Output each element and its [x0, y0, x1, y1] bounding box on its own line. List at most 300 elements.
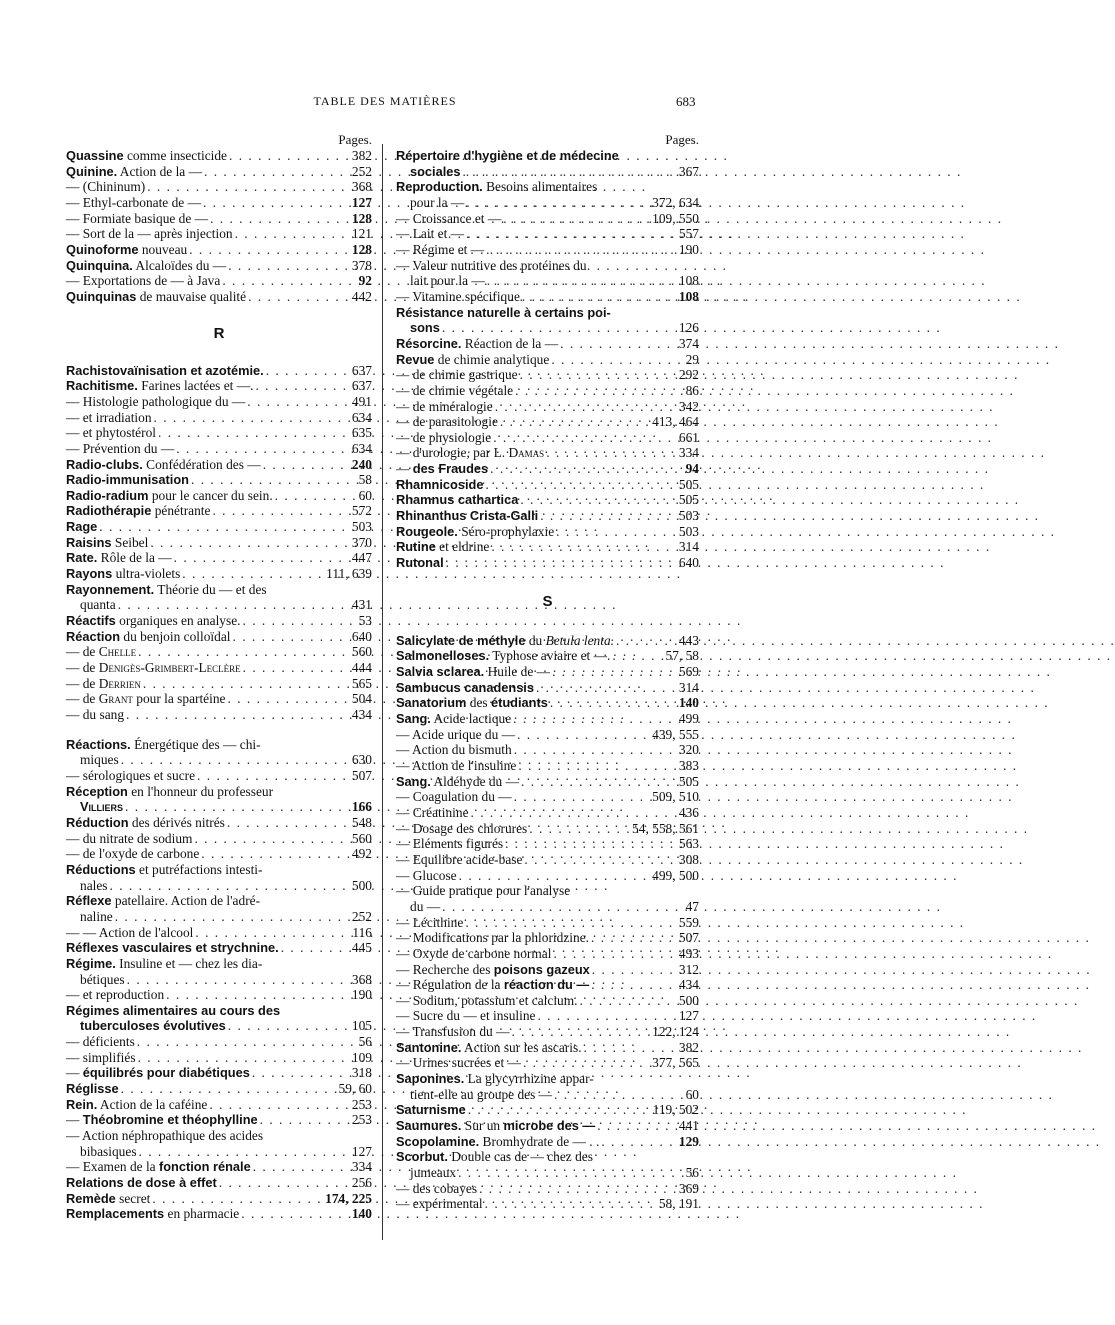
leader-dots	[243, 613, 357, 629]
leader-dots	[158, 425, 350, 441]
leader-dots	[219, 1175, 350, 1191]
leader-dots	[487, 273, 677, 289]
index-entry	[66, 1034, 372, 1050]
entry-subtext: — Action de l'insuline	[396, 757, 517, 773]
leader-dots	[612, 648, 663, 664]
entry-text	[396, 962, 590, 978]
page-ref: 637	[351, 378, 372, 394]
page-ref: 109	[351, 1049, 372, 1065]
entry-headword: Quassine	[66, 148, 124, 163]
entry-line	[66, 425, 372, 441]
page-ref: 634	[351, 409, 372, 425]
index-entry	[396, 430, 699, 446]
entry-text	[396, 1008, 535, 1024]
entry-line	[66, 846, 372, 862]
entry-continuation	[396, 320, 699, 336]
entry-headword: Santonine.	[396, 1039, 462, 1055]
entry-text	[80, 799, 123, 815]
page-ref: 308	[678, 851, 699, 867]
entry-subtext: — Oxyde de carbone normal	[396, 945, 552, 961]
entry-text	[66, 629, 231, 645]
entry-subtext: — Sucre du — et insuline	[396, 1008, 536, 1024]
entry-subtext: Confédération des —	[142, 456, 261, 472]
leader-dots	[152, 1191, 323, 1207]
entry-headword: Rougeole.	[396, 523, 458, 539]
entry-line	[66, 211, 372, 227]
page-ref: 108	[678, 273, 699, 289]
continuation-text: naline	[80, 908, 113, 924]
entry-line	[396, 352, 699, 368]
index-entry	[396, 977, 699, 993]
leader-dots	[166, 987, 350, 1003]
entry-text	[66, 378, 253, 394]
entry-headword: Saumures.	[396, 1118, 462, 1134]
index-entry	[396, 727, 699, 743]
leader-dots	[154, 410, 350, 426]
entry-line	[396, 742, 699, 758]
page-ref: 109, 550	[652, 210, 699, 226]
page-ref: 56	[685, 1165, 699, 1181]
leader-dots	[228, 691, 350, 707]
entry-emphasis: fonction rénale	[158, 1159, 251, 1175]
entry-subtext: Bromhydrate de — . .	[479, 1133, 600, 1149]
entry-text	[396, 414, 498, 430]
entry-text	[66, 1081, 119, 1097]
entry-line	[396, 1118, 699, 1134]
entry-line	[66, 363, 372, 379]
page-ref: 637	[351, 362, 372, 378]
entry-headword: Réglisse	[66, 1081, 119, 1097]
index-entry	[396, 258, 699, 289]
index-entry	[396, 226, 699, 242]
index-entry	[66, 535, 372, 551]
entry-subtext: — de	[66, 691, 99, 707]
entry-headword: Rachistovaïnisation et azotémie.	[66, 362, 264, 378]
page-ref: 119, 502	[652, 1102, 699, 1118]
index-entry	[66, 846, 372, 862]
continuation-text: bétiques	[80, 971, 125, 987]
entry-line	[396, 1055, 699, 1071]
leader-dots	[513, 711, 677, 727]
entry-subtext: — Prévention du —	[66, 440, 175, 456]
entry-emphasis: équilibrés pour diabétiques	[82, 1065, 250, 1081]
page-ref: 252	[351, 163, 372, 179]
pages-header: Pages.	[665, 132, 699, 147]
r-entries	[66, 363, 372, 723]
page-ref: 105	[351, 1018, 372, 1034]
entry-subtext: en pharmacie	[164, 1206, 240, 1222]
page-ref: 369	[678, 1180, 699, 1196]
index-entry	[396, 211, 699, 227]
leader-dots	[99, 519, 350, 535]
entry-headword: Rutine	[396, 539, 436, 555]
entry-line	[396, 477, 699, 493]
entry-text	[396, 555, 444, 571]
entry-text	[396, 930, 589, 946]
entry-continuation	[396, 164, 699, 180]
entry-continuation	[66, 799, 372, 815]
entry-subtext: — du sang	[66, 707, 125, 722]
entry-line	[396, 852, 699, 868]
entry-text	[66, 1050, 136, 1066]
author-name: Damas	[508, 445, 545, 461]
page-ref: 367	[678, 163, 699, 179]
leader-dots	[228, 1018, 350, 1034]
entry-subtext: Action de la —	[117, 163, 202, 179]
page-ref: 58	[358, 472, 372, 488]
entry-text	[410, 164, 461, 180]
entry-subtext: des	[466, 695, 491, 711]
page-ref: 108	[678, 288, 699, 304]
entry-line	[396, 226, 699, 242]
entry-line	[66, 1003, 372, 1019]
entry-line	[66, 394, 372, 410]
entry-text	[66, 535, 148, 551]
leader-dots	[523, 1055, 650, 1071]
r-entries-right	[396, 148, 699, 571]
leader-dots	[546, 445, 677, 461]
page-ref: 128	[351, 241, 372, 257]
page-ref: 56	[358, 1034, 372, 1050]
entry-line	[66, 289, 372, 305]
entry-text	[396, 477, 483, 493]
page-ref: 368	[351, 179, 372, 195]
entry-subtext: en l'honneur du professeur	[127, 783, 274, 799]
leader-dots	[176, 441, 350, 457]
index-entry	[66, 737, 372, 768]
entry-subtext: — et phytostérol	[66, 425, 157, 441]
entry-headword: Résistance naturelle à certains poi-	[396, 304, 611, 320]
index-entry	[66, 1112, 372, 1128]
entry-subtext: — Formiate basique de —	[66, 210, 209, 226]
entry-subtext: des dérivés nitrés	[128, 814, 225, 830]
entry-continuation	[66, 597, 372, 613]
index-entry	[396, 461, 699, 477]
page-ref: 493	[678, 945, 699, 961]
entry-line	[66, 925, 372, 941]
author-name: Chelle	[98, 644, 137, 660]
index-entry	[66, 815, 372, 831]
index-entry	[66, 784, 372, 815]
entry-text	[410, 273, 485, 289]
section-letter-r: R	[213, 324, 225, 342]
index-entry	[66, 1175, 372, 1191]
entry-subtext-2: pour la spartéine	[132, 691, 226, 707]
entry-emphasis: microbe des —	[503, 1118, 596, 1134]
entry-subtext: et putréfactions intesti-	[135, 861, 263, 877]
entry-text	[66, 503, 210, 519]
entry-text	[396, 352, 549, 368]
entry-line	[66, 676, 372, 692]
index-entry	[396, 1196, 699, 1212]
entry-subtext: — des cobayes	[396, 1180, 478, 1196]
entry-continuation	[66, 752, 372, 768]
leader-dots	[203, 195, 350, 211]
leader-dots	[540, 508, 677, 524]
entry-text	[396, 883, 570, 899]
leader-dots	[442, 899, 683, 915]
entry-text	[396, 915, 463, 931]
index-entry	[66, 1003, 372, 1034]
entry-subtext: — Ethyl-carbonate de —	[66, 194, 201, 210]
page-ref: 434	[678, 977, 699, 993]
index-entry	[66, 378, 372, 394]
entry-text	[410, 1165, 456, 1181]
entry-line	[66, 441, 372, 457]
page-ref: 383	[678, 757, 699, 773]
entry-subtext: — Sort de la — après injection	[66, 226, 233, 242]
leader-dots	[243, 660, 350, 676]
page-ref: 128	[351, 210, 372, 226]
leader-dots	[536, 680, 677, 696]
entry-subtext: — de l'oxyde de carbone	[66, 846, 200, 862]
continuation-text: tuberculoses évolutives	[80, 1018, 226, 1034]
page-ref: 560	[351, 644, 372, 660]
entry-text	[80, 878, 108, 894]
index-entry	[396, 1071, 699, 1102]
page-ref: 434	[351, 707, 372, 722]
entry-line	[396, 555, 699, 571]
leader-dots	[138, 644, 350, 660]
index-entry	[66, 148, 372, 164]
entry-text	[66, 784, 273, 800]
entry-line	[396, 789, 699, 805]
entry-subtext: ultra-violets	[112, 566, 181, 582]
entry-subtext: — Modifications par la phloridzine.	[396, 930, 590, 946]
page-ref: 127	[351, 194, 372, 210]
entry-subtext: Alcaloïdes du —	[132, 257, 227, 273]
entry-headword: Quinquinas	[66, 288, 137, 304]
entry-text	[396, 461, 488, 477]
entry-text	[66, 289, 246, 305]
leader-dots	[143, 676, 350, 692]
leader-dots	[556, 524, 677, 540]
page-ref: 60	[358, 487, 372, 503]
index-entry	[396, 883, 699, 914]
entry-subtext: — Exportations de — à Java	[66, 273, 221, 289]
entry-line	[396, 915, 699, 931]
leader-dots	[524, 852, 676, 868]
page-ref: 444	[351, 660, 372, 676]
index-entry	[396, 367, 699, 383]
page-ref: 60	[685, 1086, 699, 1102]
leader-dots	[252, 1065, 350, 1081]
entry-line	[66, 503, 372, 519]
leader-dots	[201, 846, 350, 862]
page-ref: 370	[351, 534, 372, 550]
entry-headword: Sang.	[396, 711, 431, 726]
leader-dots	[522, 289, 677, 305]
index-entry	[396, 993, 699, 1009]
leader-dots	[442, 320, 677, 336]
page-ref: 58, 191	[658, 1196, 699, 1212]
page-number: 683	[676, 94, 696, 109]
entry-line	[396, 727, 699, 743]
entry-text	[66, 519, 97, 535]
entry-subtext: — du nitrate de sodium	[66, 830, 193, 846]
entry-subtext: La glycyrrhizine appar-	[464, 1071, 594, 1087]
entry-headword: Réductions	[66, 861, 136, 877]
index-entry	[396, 805, 699, 821]
leader-dots	[195, 925, 350, 941]
entry-text	[396, 852, 522, 868]
entry-text	[66, 164, 202, 180]
entry-text	[396, 399, 493, 415]
page-ref: 127	[678, 1008, 699, 1024]
index-entry	[396, 305, 699, 336]
entry-text	[66, 956, 262, 972]
entry-line	[396, 367, 699, 383]
entry-text	[396, 805, 469, 821]
page-ref: 59, 60	[338, 1081, 372, 1097]
leader-dots	[466, 195, 650, 211]
entry-line	[66, 987, 372, 1003]
entry-text	[396, 367, 518, 383]
author-name: Grant	[98, 691, 133, 707]
entry-line	[66, 535, 372, 551]
entry-line	[66, 1191, 372, 1207]
entry-line	[66, 660, 372, 676]
index-entry	[396, 1102, 699, 1118]
index-entry	[396, 492, 699, 508]
leader-dots	[514, 742, 677, 758]
entry-headword: Réaction	[66, 628, 121, 644]
entry-text	[66, 1191, 150, 1207]
entry-emphasis: réaction du —	[503, 977, 590, 993]
entry-text	[396, 1149, 593, 1165]
entry-subtext: Acide lactique	[430, 711, 512, 726]
entry-text	[396, 289, 520, 305]
entry-line	[66, 519, 372, 535]
leader-dots	[560, 336, 677, 352]
entry-headword: Sambucus canadensis	[396, 679, 534, 695]
page-ref: 507	[351, 767, 372, 783]
leader-dots	[137, 1034, 357, 1050]
entry-line	[396, 774, 699, 790]
page-ref: 499, 500	[652, 867, 699, 883]
entry-text	[66, 831, 192, 847]
entry-line	[396, 977, 699, 993]
entry-line	[66, 1206, 372, 1222]
entry-text	[396, 742, 512, 758]
entry-text	[396, 305, 611, 321]
entry-subtext: — Créatinine	[396, 804, 469, 820]
entry-subtext: Action de la caféine	[97, 1096, 208, 1112]
entry-text	[396, 1196, 483, 1212]
entry-line	[66, 691, 372, 707]
page-ref: 174, 225	[325, 1190, 372, 1206]
entry-emphasis: Théobromine et théophylline	[82, 1112, 258, 1128]
entry-text	[66, 1003, 280, 1019]
index-entry	[66, 211, 372, 227]
entry-text	[66, 148, 227, 164]
entry-subtext: Double cas de — chez des	[447, 1149, 593, 1165]
entry-text	[80, 972, 125, 988]
author-name: Derrien	[98, 675, 141, 691]
s-entries	[396, 633, 699, 1212]
entry-subtext: — Acide urique du —	[396, 726, 516, 742]
leader-dots	[228, 258, 350, 274]
index-entry	[66, 691, 372, 707]
entry-line	[66, 815, 372, 831]
index-entry	[396, 352, 699, 368]
entry-line	[396, 148, 699, 164]
entry-line	[66, 707, 372, 723]
entry-line	[66, 940, 372, 956]
entry-line	[396, 946, 699, 962]
leader-dots	[471, 805, 677, 821]
entry-subtext: Action sur les ascaris.	[461, 1039, 582, 1055]
index-entry	[396, 414, 699, 430]
page-ref: 111, 639	[326, 566, 372, 582]
entry-line	[396, 1071, 699, 1087]
continuation-text: nales	[80, 877, 108, 893]
continuation-text: quanta	[80, 597, 116, 613]
entry-headword: Résorcine.	[396, 335, 462, 351]
entry-line	[66, 195, 372, 211]
leader-dots	[235, 226, 350, 242]
leader-dots	[479, 1181, 677, 1197]
page-ref: 503	[678, 523, 699, 539]
page-ref: 442	[351, 288, 372, 304]
page-ref: 374	[678, 335, 699, 351]
entry-text	[66, 1097, 207, 1113]
leader-dots	[485, 477, 676, 493]
page-ref: 439, 555	[652, 726, 699, 742]
page-ref: 314	[678, 679, 699, 695]
leader-dots	[490, 461, 683, 477]
entry-text	[396, 1055, 521, 1071]
entry-text	[66, 179, 145, 195]
entry-text	[396, 1102, 466, 1118]
page-ref: 431	[351, 597, 372, 613]
continuation-text: jumeaux	[410, 1165, 457, 1181]
entry-subtext: Énergétique des — chi-	[130, 736, 261, 752]
entry-headword: Rage	[66, 519, 98, 535]
entry-text	[66, 441, 174, 457]
entry-text	[66, 815, 225, 831]
entry-line	[396, 758, 699, 774]
index-entry	[396, 524, 699, 540]
entry-continuation	[66, 909, 372, 925]
index-entry	[396, 289, 699, 305]
page-ref: 499	[678, 711, 699, 726]
page-ref: 94	[685, 461, 699, 477]
entry-subtext: secret	[115, 1190, 151, 1206]
leader-dots	[550, 695, 677, 711]
entry-text	[396, 680, 534, 696]
page-ref: 292	[678, 367, 699, 383]
page-ref: 140	[678, 695, 699, 711]
page-ref: 382	[351, 148, 372, 163]
index-entry	[396, 915, 699, 931]
page-ref: 378	[351, 257, 372, 273]
entry-subtext: — de chimie gastrique	[396, 367, 518, 383]
entry-subtext: Sur un	[461, 1118, 504, 1134]
leader-dots	[229, 148, 350, 164]
page-ref: 557	[678, 226, 699, 242]
entry-headword: Reproduction.	[396, 179, 483, 195]
entry-text	[66, 211, 208, 227]
page-ref: 314	[678, 539, 699, 555]
page-ref: 507	[678, 930, 699, 946]
entry-subtext: — Urines sucrées et —	[396, 1055, 521, 1071]
entry-text	[396, 1040, 582, 1056]
leader-dots	[458, 1165, 684, 1181]
page-ref: 320	[678, 742, 699, 758]
entry-text	[396, 789, 512, 805]
leader-dots	[491, 539, 677, 555]
